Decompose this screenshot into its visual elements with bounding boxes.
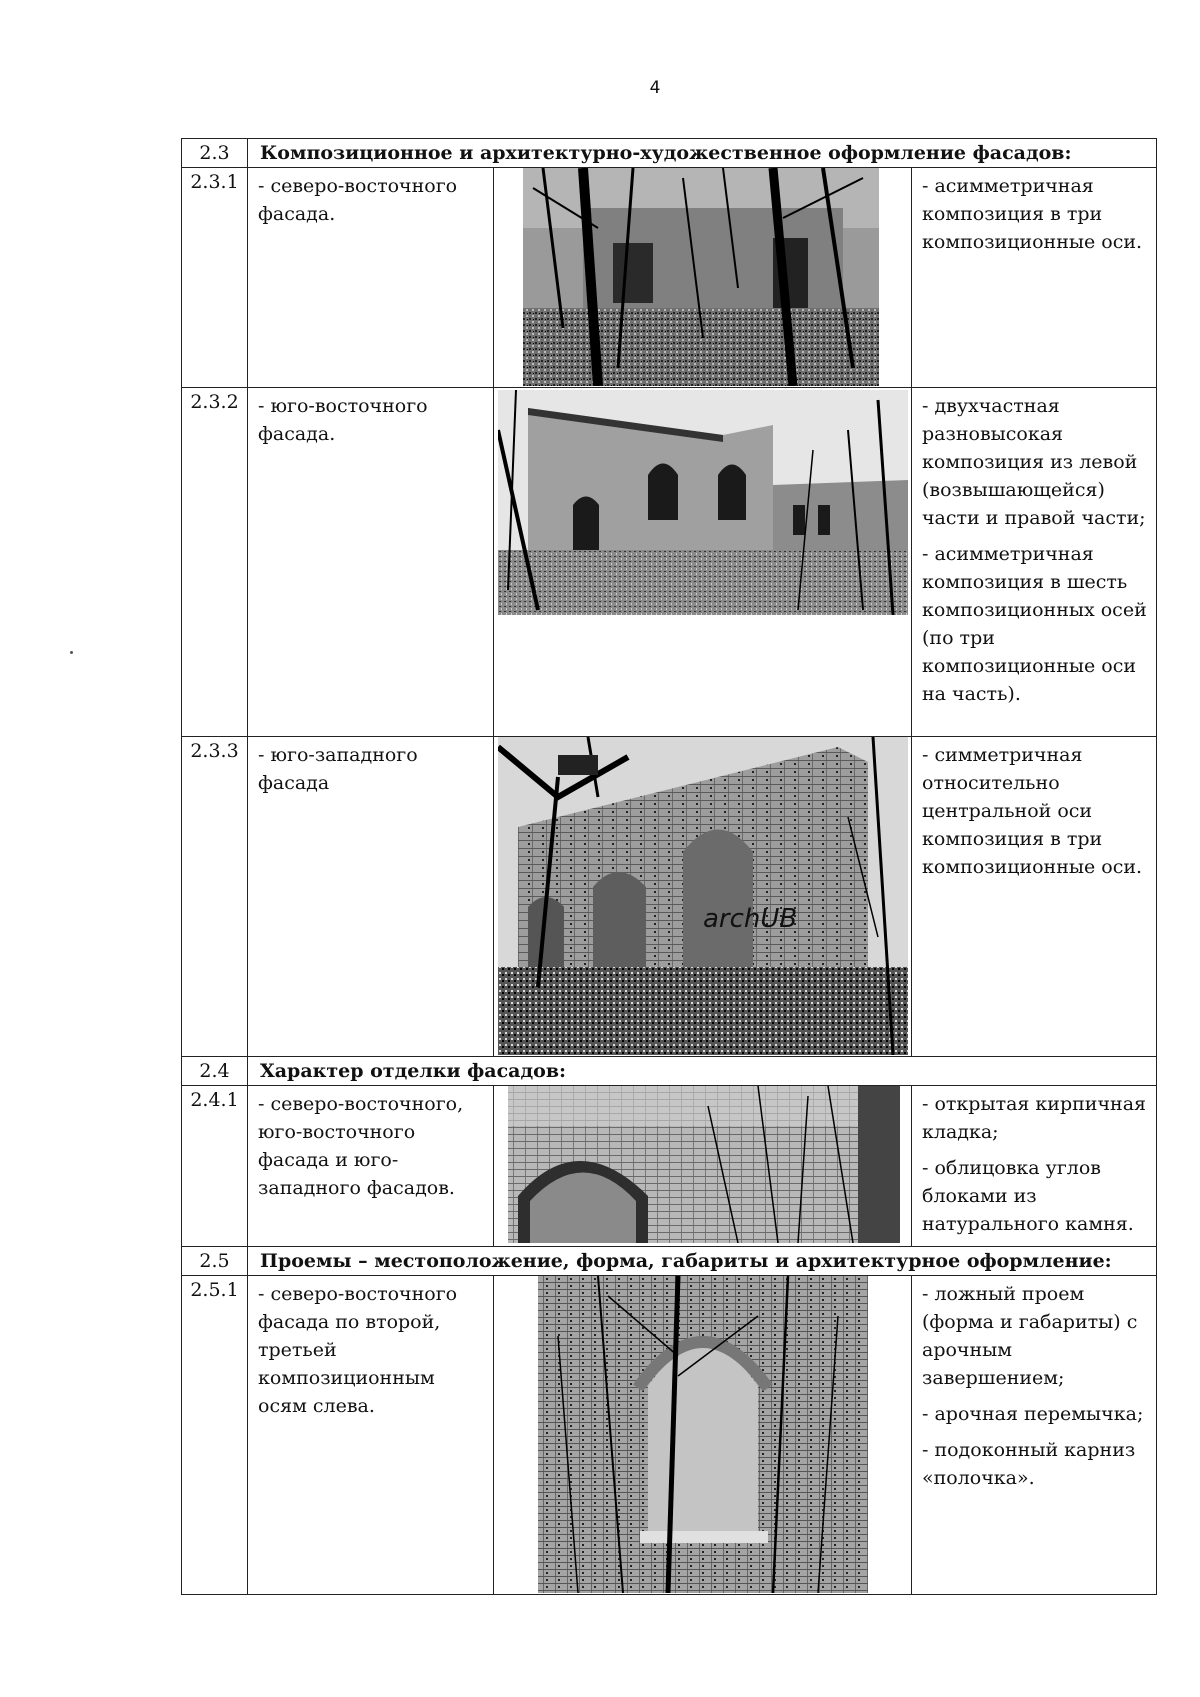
row-description: - северо-восточного фасада. — [248, 168, 494, 388]
feature-text: - двухчастная разновысокая композиция из левой (возвышающейся) части и правой части; — [922, 395, 1146, 529]
row-number: 2.3.1 — [182, 168, 248, 388]
row-features — [912, 1086, 1157, 1247]
page-number: 4 — [649, 78, 661, 98]
table-row-2-4-1 — [182, 1086, 1157, 1247]
row-description: - северо-восточного, юго-восточного фасада и юго- западного фасадов. — [248, 1086, 494, 1247]
row-number: 2.3.2 — [182, 388, 248, 737]
section-title: Композиционное и архитектурно-художественное оформление фасадов: — [248, 139, 1157, 168]
masonry-finish-photo — [508, 1086, 900, 1243]
row-features — [912, 388, 1157, 737]
southeast-facade-photo — [498, 390, 908, 615]
section-title: Характер отделки фасадов: — [248, 1057, 1157, 1086]
row-number: 2.3.3 — [182, 737, 248, 1057]
northeast-facade-photo — [523, 168, 879, 386]
row-description: - юго-восточного фасада. — [248, 388, 494, 737]
false-opening-photo — [538, 1276, 868, 1593]
photo-cell — [494, 737, 912, 1057]
row-number: 2.4.1 — [182, 1086, 248, 1247]
row-features — [912, 1276, 1157, 1595]
table-row-2-3-3 — [182, 737, 1157, 1057]
section-row-2-5 — [182, 1247, 1157, 1276]
row-description: - юго-западного фасада — [248, 737, 494, 1057]
section-title: Проемы – местоположение, форма, габариты и архитектурное оформление: — [248, 1247, 1157, 1276]
table-row-2-3-2 — [182, 388, 1157, 737]
feature-text: - подоконный карниз «полочка». — [922, 1439, 1136, 1489]
southwest-facade-photo — [498, 737, 908, 1055]
graffiti-text: archUB — [703, 904, 798, 934]
feature-text: - открытая кирпичная кладка; — [922, 1093, 1147, 1143]
scan-speck — [70, 651, 73, 654]
row-number: 2.5.1 — [182, 1276, 248, 1595]
feature-text: - арочная перемычка; — [922, 1403, 1144, 1425]
photo-cell — [494, 168, 912, 388]
facade-table — [181, 138, 1157, 1595]
feature-text: - облицовка углов блоками из натурального камня. — [922, 1157, 1134, 1235]
section-number: 2.5 — [182, 1247, 248, 1276]
table-row-2-3-1 — [182, 168, 1157, 388]
feature-text: - асимметричная композиция в шесть композиционных осей (по три композиционные оси на часть). — [922, 543, 1147, 705]
feature-text: - симметричная относительно центральной оси композиция в три композиционные оси. — [922, 744, 1143, 878]
row-features — [912, 737, 1157, 1057]
photo-cell — [494, 1086, 912, 1247]
row-description: - северо-восточного фасада по второй, третьей композиционным осям слева. — [248, 1276, 494, 1595]
section-number: 2.4 — [182, 1057, 248, 1086]
feature-text: - ложный проем (форма и габариты) с арочным завершением; — [922, 1283, 1138, 1389]
section-row-2-4 — [182, 1057, 1157, 1086]
feature-text: - асимметричная композиция в три композиционные оси. — [922, 175, 1143, 253]
section-row-2-3 — [182, 139, 1157, 168]
section-number: 2.3 — [182, 139, 248, 168]
photo-cell — [494, 388, 912, 737]
row-features — [912, 168, 1157, 388]
photo-cell — [494, 1276, 912, 1595]
table-row-2-5-1 — [182, 1276, 1157, 1595]
